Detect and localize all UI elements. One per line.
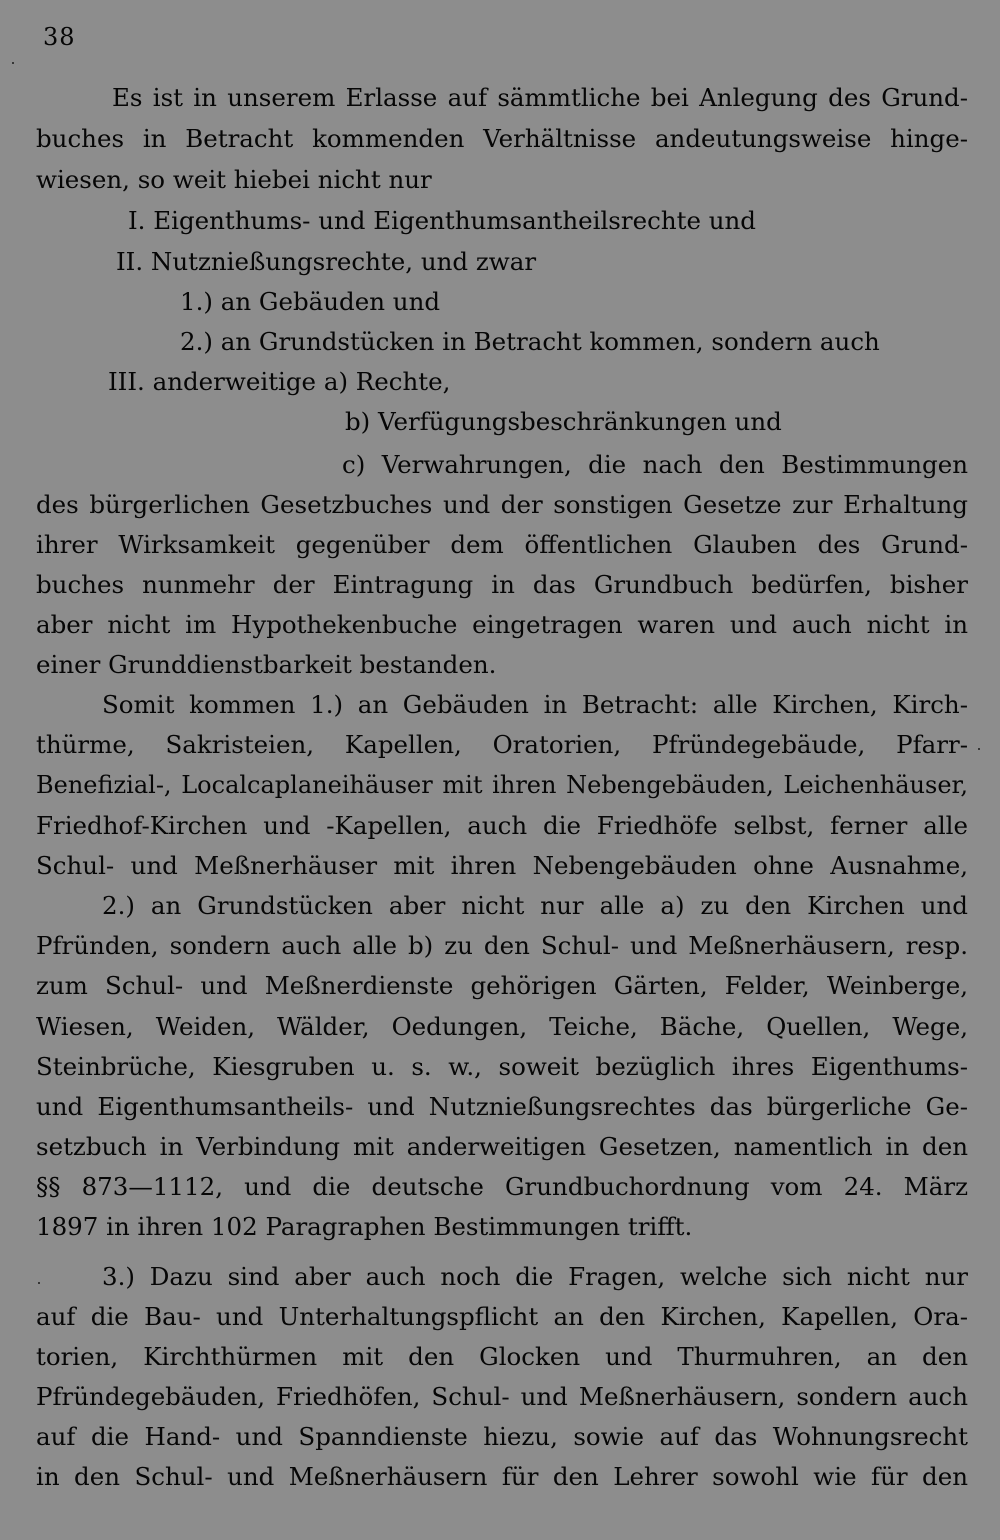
text-line: aber nicht im Hypothekenbuche eingetragen waren und auch nicht in <box>36 610 968 639</box>
text-line: 2.) an Grundstücken in Betracht kommen, sondern auch <box>180 327 880 356</box>
text-line: III. anderweitige a) Rechte, <box>108 367 451 396</box>
text-line: wiesen, so weit hiebei nicht nur <box>36 165 432 194</box>
text-line: Schul- und Meßnerhäuser mit ihren Nebengebäuden ohne Ausnahme, <box>36 851 968 880</box>
text-line: zum Schul- und Meßnerdienste gehörigen Gärten, Felder, Weinberge, <box>36 971 968 1000</box>
text-line: auf die Hand- und Spanndienste hiezu, sowie auf das Wohnungsrecht <box>36 1422 968 1451</box>
text-line: Wiesen, Weiden, Wälder, Oedungen, Teiche, Bäche, Quellen, Wege, <box>36 1012 968 1041</box>
text-line: Somit kommen 1.) an Gebäuden in Betracht: alle Kirchen, Kirch- <box>102 690 968 719</box>
text-line: und Eigenthumsantheils- und Nutznießungsrechtes das bürgerliche Ge- <box>36 1092 968 1121</box>
text-line: b) Verfügungsbeschränkungen und <box>345 407 782 436</box>
text-line: 2.) an Grundstücken aber nicht nur alle a) zu den Kirchen und <box>102 891 968 920</box>
text-line: 1897 in ihren 102 Paragraphen Bestimmungen trifft. <box>36 1212 693 1241</box>
text-line: 1.) an Gebäuden und <box>180 287 441 316</box>
text-line: ihrer Wirksamkeit gegenüber dem öffentlichen Glauben des Grund- <box>36 530 968 559</box>
text-line: Friedhof-Kirchen und -Kapellen, auch die Friedhöfe selbst, ferner alle <box>36 811 968 840</box>
text-line: torien, Kirchthürmen mit den Glocken und Thurmuhren, an den <box>36 1342 968 1371</box>
text-line: buches nunmehr der Eintragung in das Grundbuch bedürfen, bisher <box>36 570 968 599</box>
text-line: Steinbrüche, Kiesgruben u. s. w., soweit bezüglich ihres Eigenthums- <box>36 1052 968 1081</box>
text-line: 3.) Dazu sind aber auch noch die Fragen, welche sich nicht nur <box>102 1262 968 1291</box>
text-line: setzbuch in Verbindung mit anderweitigen Gesetzen, namentlich in den <box>36 1132 968 1161</box>
text-line: c) Verwahrungen, die nach den Bestimmungen <box>342 450 968 479</box>
text-line: einer Grunddienstbarkeit bestanden. <box>36 650 497 679</box>
page-number: 38 <box>43 23 76 51</box>
text-line: in den Schul- und Meßnerhäusern für den Lehrer sowohl wie für den <box>36 1462 968 1491</box>
text-line: thürme, Sakristeien, Kapellen, Oratorien, Pfründegebäude, Pfarr- <box>36 730 968 759</box>
scan-speck <box>38 1282 40 1284</box>
text-line: auf die Bau- und Unterhaltungspflicht an den Kirchen, Kapellen, Ora- <box>36 1302 968 1331</box>
scan-speck <box>12 62 14 64</box>
text-line: Pfründegebäuden, Friedhöfen, Schul- und Meßnerhäusern, sondern auch <box>36 1382 968 1411</box>
text-line: I. Eigenthums- und Eigenthumsantheilsrechte und <box>128 206 756 235</box>
text-line: II. Nutznießungsrechte, und zwar <box>116 247 537 276</box>
text-line: §§ 873—1112, und die deutsche Grundbuchordnung vom 24. März <box>36 1172 968 1201</box>
scan-speck <box>978 748 980 750</box>
text-line: Benefizial-, Localcaplaneihäuser mit ihren Nebengebäuden, Leichenhäuser, <box>36 771 968 799</box>
text-line: Es ist in unserem Erlasse auf sämmtliche bei Anlegung des Grund- <box>112 83 968 112</box>
text-line: des bürgerlichen Gesetzbuches und der sonstigen Gesetze zur Erhaltung <box>36 490 968 519</box>
text-line: buches in Betracht kommenden Verhältnisse andeutungsweise hinge- <box>36 124 968 153</box>
text-line: Pfründen, sondern auch alle b) zu den Schul- und Meßnerhäusern, resp. <box>36 931 968 960</box>
